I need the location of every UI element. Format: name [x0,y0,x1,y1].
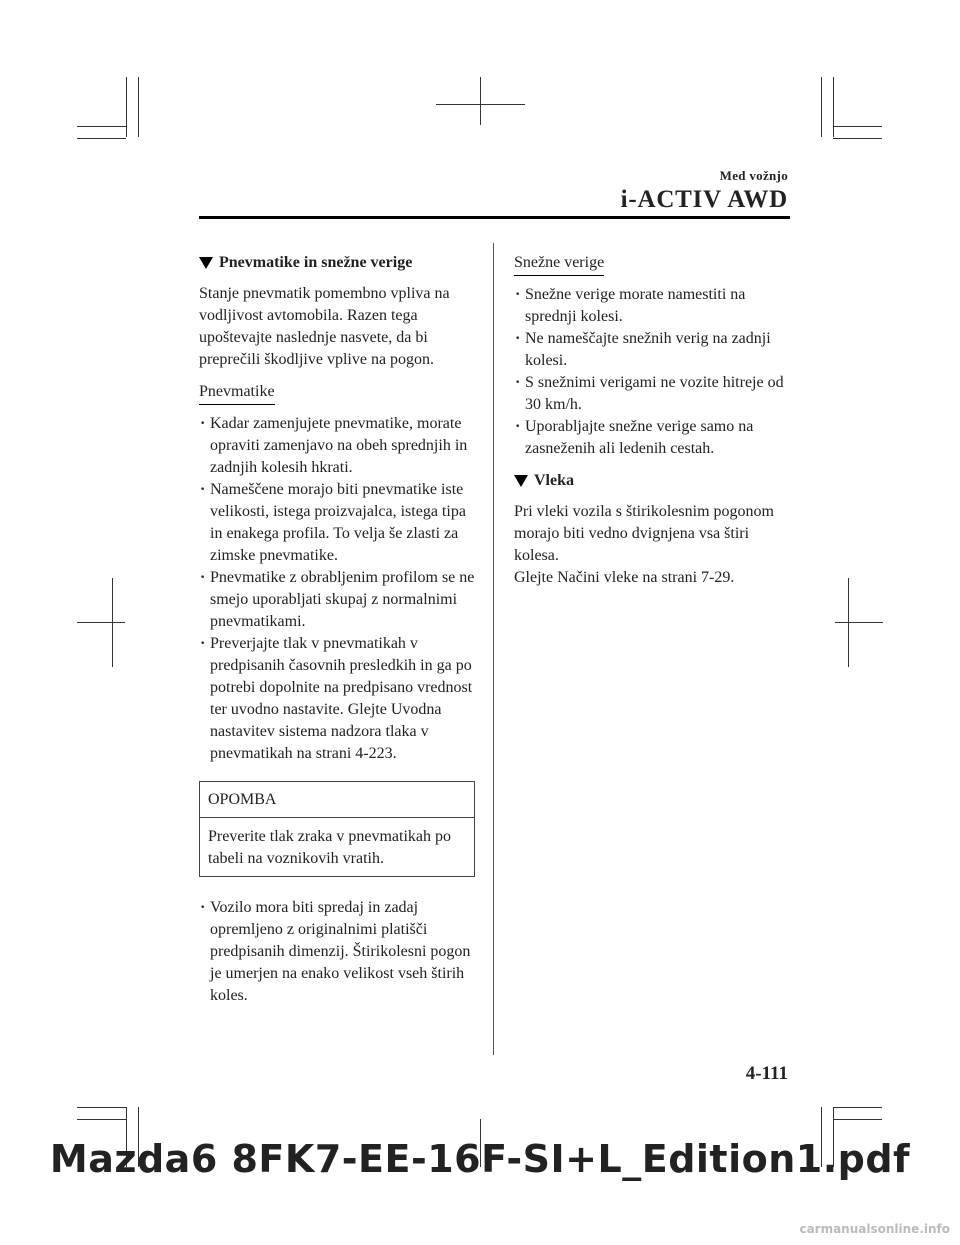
right-column [514,252,792,599]
crop-mark [126,77,127,137]
section-title: Vleka [534,472,574,489]
paragraph: Glejte Načini vleke na strani 7-29. [514,569,735,586]
list-item: · Pnevmatike z obrabljenim profilom se ne smejo uporabljati skupaj z normalnimi pnevmatikami. [199,567,477,633]
crop-mark [480,77,481,125]
page-number: 4-111 [745,1063,788,1084]
crop-mark [436,104,525,105]
watermark: carmanualsonline.info [799,1222,950,1236]
crop-mark [835,622,883,623]
list-item: · Kadar zamenjujete pnevmatike, morate opraviti zamenjavo na obeh sprednjih in zadnjih kolesih hkrati. [199,413,477,479]
header-rule [199,216,790,219]
crop-mark [112,578,113,667]
crop-mark [833,126,882,127]
crop-mark [833,77,834,137]
footer-filename: Mazda6 8FK7-EE-16F-SI+L_Edition1.pdf [49,1137,911,1181]
bullet-list [514,284,792,460]
left-column [199,252,477,1007]
list-item: · S snežnimi verigami ne vozite hitreje od 30 km/h. [514,372,792,416]
bullet-list [199,413,477,765]
page-title: i-ACTIV AWD [620,186,788,213]
list-item: · Snežne verige morate namestiti na sprednji kolesi. [514,284,792,328]
column-divider [493,243,494,1055]
crop-mark [833,138,882,139]
intro-paragraph: Stanje pnevmatik pomembno vpliva na vodljivost avtomobila. Razen tega upoštevajte naslednje nasvete, da bi preprečili škodljive vplive na pogon. [199,285,450,368]
list-item: · Vozilo mora biti spredaj in zadaj opremljeno z originalnimi platišči predpisanih dimenzij. Štirikolesni pogon je umerjen na enako velikost vseh štirih koles. [199,897,477,1007]
crop-mark [77,1107,126,1108]
crop-mark [77,126,126,127]
subheading: Pnevmatike [199,381,275,405]
crop-mark [77,1119,126,1120]
bullet-list [199,897,477,1007]
crop-mark [833,1107,882,1108]
triangle-marker-icon [514,475,528,487]
note-body: Preverite tlak zraka v pnevmatikah po tabeli na voznikovih vratih. [208,828,452,867]
crop-mark [77,138,126,139]
note-box [199,781,475,877]
crop-mark [833,1119,882,1120]
section-title: Pnevmatike in snežne verige [219,254,413,271]
crop-mark [821,77,822,137]
paragraph: Pri vleki vozila s štirikolesnim pogonom morajo biti vedno dvignjena vsa štiri kolesa. [514,503,774,564]
list-item: · Uporabljajte snežne verige samo na zasneženih ali ledenih cestah. [514,416,792,460]
list-item: · Preverjajte tlak v pnevmatikah v predpisanih časovnih presledkih in ga po potrebi dopolnite na predpisano vrednost ter uvodno nastavite. Glejte Uvodna nastavitev sistema nadzora tlaka v pnevmatikah na strani 4-223. [199,633,477,765]
section-heading [514,470,792,492]
list-item: · Ne nameščajte snežnih verig na zadnji kolesi. [514,328,792,372]
note-title: OPOMBA [200,782,474,818]
section-heading [199,252,477,274]
crop-mark [848,578,849,667]
crop-mark [138,77,139,137]
chapter-label: Med vožnjo [719,168,788,183]
subheading: Snežne verige [514,252,604,276]
list-item: · Nameščene morajo biti pnevmatike iste velikosti, istega proizvajalca, istega tipa in enakega profila. To velja še zlasti za zimske pnevmatike. [199,479,477,567]
crop-mark [77,622,125,623]
triangle-marker-icon [199,257,213,269]
